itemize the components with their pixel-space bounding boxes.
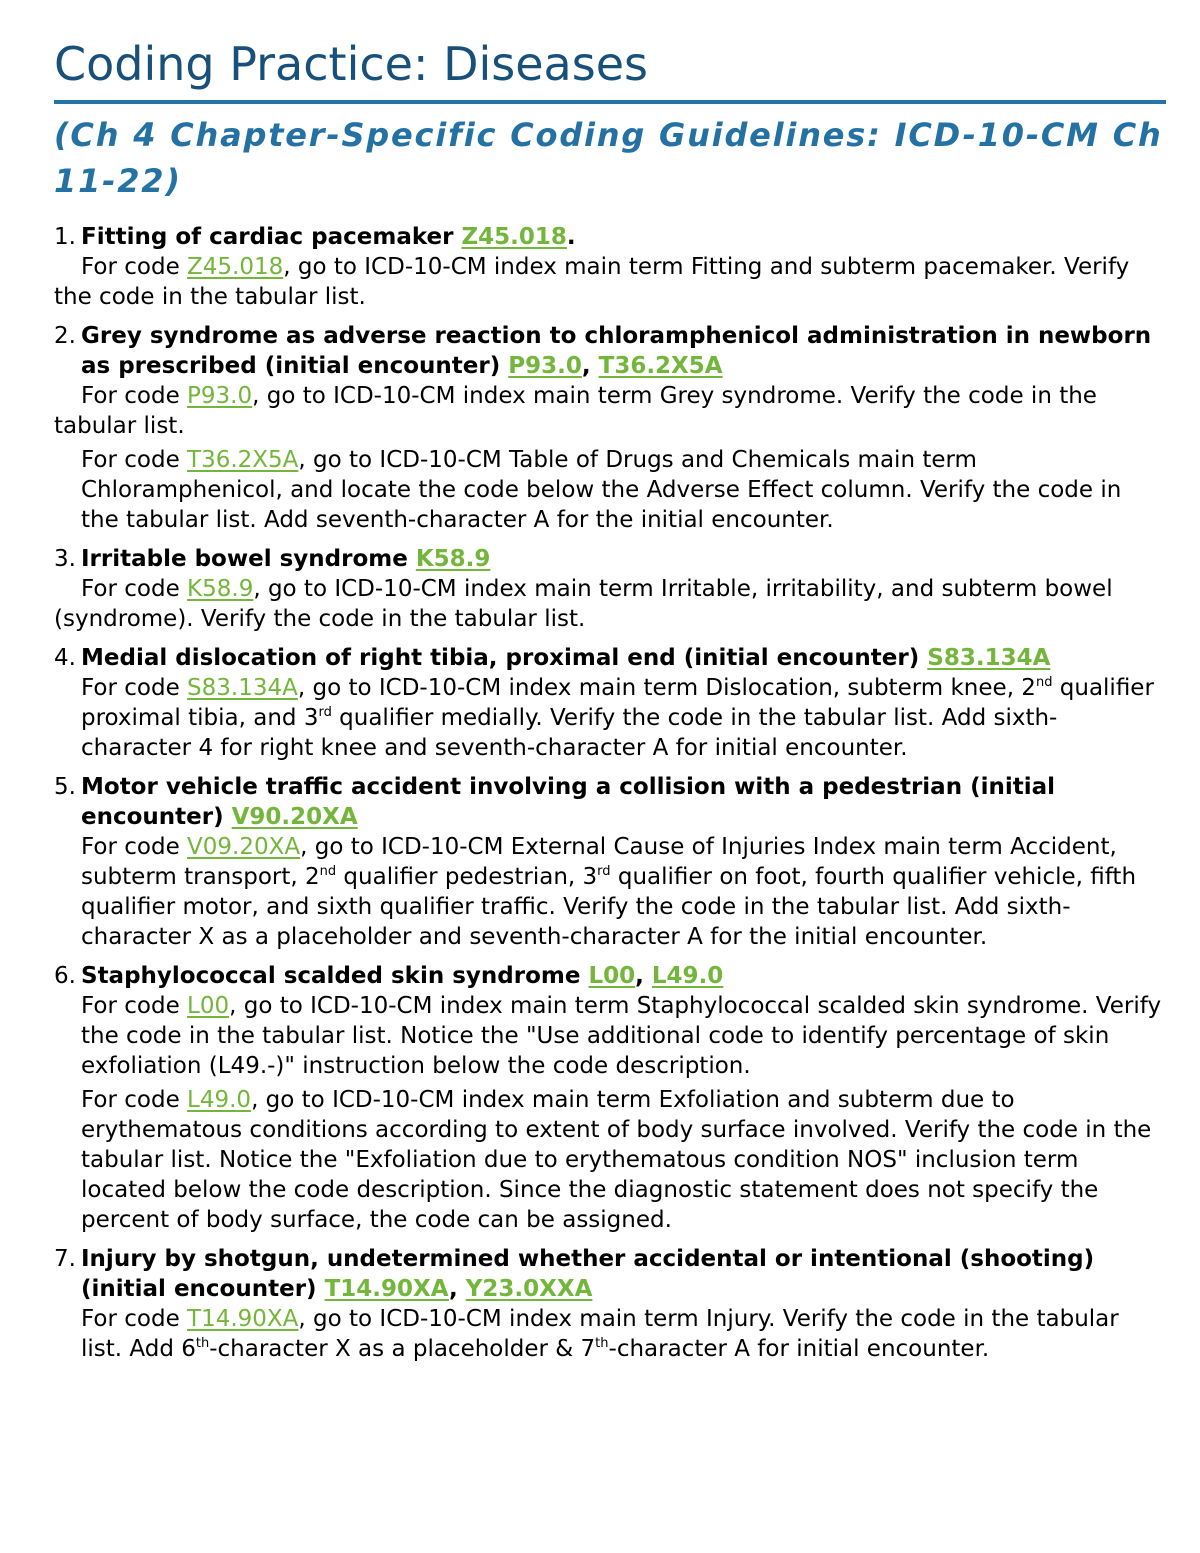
ordinal-suffix: th (195, 1336, 210, 1351)
code-link[interactable]: S83.134A (187, 675, 298, 701)
item-number: 4. (54, 645, 76, 671)
exercise-item (54, 321, 1166, 535)
page-title: Coding Practice: Diseases (54, 34, 1166, 104)
ordinal-suffix: rd (318, 705, 332, 720)
code-link[interactable]: L00 (187, 993, 230, 1019)
item-heading: Motor vehicle traffic accident involving a collision with a pedestrian (initial encounter) V90.20XA (81, 774, 1056, 830)
exercise-item (54, 772, 1166, 952)
item-explanation: For code Z45.018, go to ICD-10-CM index main term Fitting and subterm pacemaker. Verify the code in the tabular list. (54, 254, 1130, 310)
item-heading: Irritable bowel syndrome K58.9 (81, 546, 491, 572)
code-link[interactable]: L49.0 (651, 963, 724, 989)
exercise-item (54, 961, 1166, 1235)
code-link[interactable]: L00 (588, 963, 636, 989)
item-explanation: For code V09.20XA, go to ICD-10-CM External Cause of Injuries Index main term Accident, subterm transport, 2nd qualifier pedestrian, 3rd qualifier on foot, fourth qualifier vehicle, fifth qualifier motor, and sixth qualifier traffic. Verify the code in the tabular list. Add sixth-character X as a placeholder and seventh-character A for the initial encounter. (81, 834, 1137, 950)
item-number: 3. (54, 546, 76, 572)
code-link[interactable]: V09.20XA (187, 834, 301, 860)
item-number: 5. (54, 774, 76, 800)
exercise-item (54, 222, 1166, 312)
code-link[interactable]: T14.90XA (324, 1276, 449, 1302)
code-link[interactable]: K58.9 (187, 576, 254, 602)
item-number: 6. (54, 963, 76, 989)
item-explanation: For code P93.0, go to ICD-10-CM index main term Grey syndrome. Verify the code in the tabular list. (54, 383, 1097, 439)
code-link[interactable]: S83.134A (927, 645, 1051, 671)
item-explanation: For code K58.9, go to ICD-10-CM index main term Irritable, irritability, and subterm bowel (syndrome). Verify the code in the tabular list. (54, 576, 1113, 632)
item-explanation: For code T36.2X5A, go to ICD-10-CM Table of Drugs and Chemicals main term Chloramphenicol, and locate the code below the Adverse Effect column. Verify the code in the tabular list. Add seventh-character A for the initial encounter. (81, 447, 1122, 533)
ordinal-suffix: th (595, 1336, 609, 1351)
page-subtitle: (Ch 4 Chapter-Specific Coding Guidelines: ICD-10-CM Ch 11-22) (54, 116, 1163, 200)
item-number: 2. (54, 323, 76, 349)
item-heading: Grey syndrome as adverse reaction to chloramphenicol administration in newborn as prescribed (initial encounter) P93.0, T36.2X5A (81, 323, 1152, 379)
code-link[interactable]: P93.0 (508, 353, 582, 379)
code-link[interactable]: Z45.018 (187, 254, 284, 280)
code-link[interactable]: K58.9 (415, 546, 491, 572)
code-link[interactable]: L49.0 (187, 1087, 252, 1113)
code-link[interactable]: Y23.0XXA (465, 1276, 593, 1302)
ordinal-suffix: nd (319, 864, 337, 879)
code-link[interactable]: Z45.018 (461, 224, 567, 250)
ordinal-suffix: nd (1035, 675, 1053, 690)
item-heading: Injury by shotgun, undetermined whether accidental or intentional (shooting) (initial encounter) T14.90XA, Y23.0XXA (81, 1246, 1095, 1302)
code-link[interactable]: T14.90XA (187, 1306, 299, 1332)
code-link[interactable]: P93.0 (187, 383, 253, 409)
item-number: 1. (54, 224, 76, 250)
code-link[interactable]: T36.2X5A (187, 447, 299, 473)
ordinal-suffix: rd (597, 864, 611, 879)
item-heading: Fitting of cardiac pacemaker Z45.018. (81, 224, 576, 250)
code-link[interactable]: V90.20XA (231, 804, 358, 830)
item-explanation: For code L49.0, go to ICD-10-CM index main term Exfoliation and subterm due to erythematous conditions according to extent of body surface involved. Verify the code in the tabular list. Notice the "Exfoliation due to erythematous condition NOS" inclusion term located below the code description. Since the diagnostic statement does not specify the percent of body surface, the code can be assigned. (81, 1087, 1152, 1233)
exercise-item (54, 1244, 1166, 1364)
item-explanation: For code L00, go to ICD-10-CM index main term Staphylococcal scalded skin syndrome. Verify the code in the tabular list. Notice the "Use additional code to identify percentage of skin exfoliation (L49.-)" instruction below the code description. (81, 993, 1162, 1079)
item-explanation: For code T14.90XA, go to ICD-10-CM index main term Injury. Verify the code in the tabular list. Add 6th-character X as a placeholder & 7th-character A for initial encounter. (81, 1306, 1119, 1362)
item-heading: Staphylococcal scalded skin syndrome L00, L49.0 (81, 963, 724, 989)
item-heading: Medial dislocation of right tibia, proximal end (initial encounter) S83.134A (81, 645, 1051, 671)
exercise-list (54, 222, 1166, 1364)
code-link[interactable]: T36.2X5A (598, 353, 723, 379)
exercise-item (54, 544, 1166, 634)
exercise-item (54, 643, 1166, 763)
document-page (54, 34, 1166, 1373)
item-number: 7. (54, 1246, 76, 1272)
item-explanation: For code S83.134A, go to ICD-10-CM index main term Dislocation, subterm knee, 2nd qualifier proximal tibia, and 3rd qualifier medially. Verify the code in the tabular list. Add sixth-character 4 for right knee and seventh-character A for initial encounter. (81, 675, 1154, 761)
